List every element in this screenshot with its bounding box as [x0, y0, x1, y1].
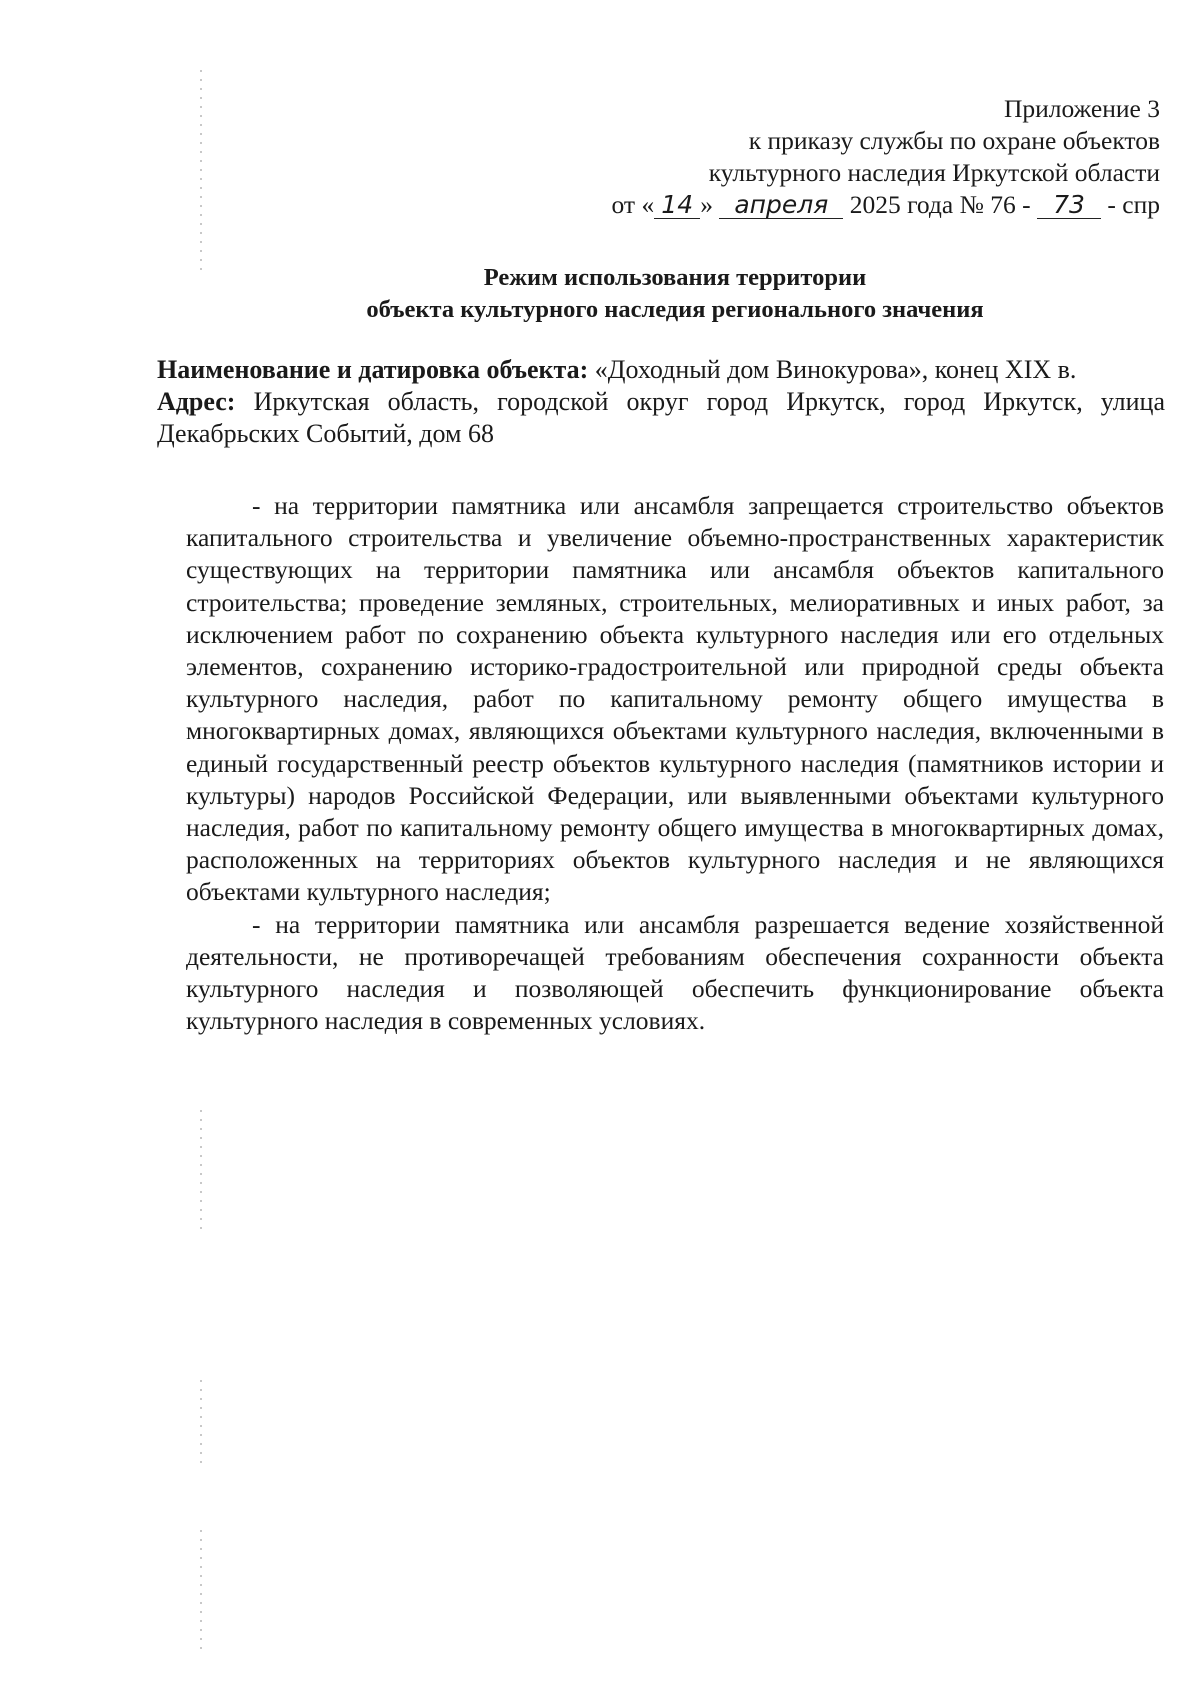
scan-artifact	[200, 70, 202, 270]
document-title	[0, 262, 1200, 326]
object-address-label: Адрес:	[157, 387, 236, 416]
handwritten-month: апреля	[719, 192, 843, 219]
handwritten-day: 14	[654, 192, 700, 219]
object-name-row	[157, 354, 1165, 386]
date-prefix: от «	[611, 190, 655, 219]
order-suffix: - спр	[1107, 190, 1160, 219]
date-quote-close: »	[700, 190, 713, 219]
appendix-header	[612, 93, 1160, 221]
appendix-number: Приложение 3	[1004, 94, 1160, 123]
appendix-date-line	[612, 189, 1160, 221]
regime-paragraph-permitted: - на территории памятника или ансамбля разрешается ведение хозяйственной деятельности, не противоречащей требованиям обеспечения сохранности объекта культурного наследия и позволяющей обеспечить функционирование объекта культурного наследия в современных условиях.	[186, 909, 1164, 1036]
handwritten-order-number: 73	[1037, 192, 1101, 219]
scan-artifact	[200, 1530, 202, 1650]
regime-paragraph-prohibited: - на территории памятника или ансамбля запрещается строительство объектов капитального строительства и увеличение объемно-пространственных характеристик существующих на территории памятника или ансамбля объектов капитального строительства; проведение земляных, строительных, мелиоративных и иных работ, за исключением работ по сохранению объекта культурного наследия или его отдельных элементов, сохранению историко-градостроительной или природной среды объекта культурного наследия, работ по капитальному ремонту общего имущества в многоквартирных домах, являющихся объектами культурного наследия, включенными в единый государственный реестр объектов культурного наследия (памятников истории и культуры) народов Российской Федерации, или выявленными объектами культурного наследия, работ по капитальному ремонту общего имущества в многоквартирных домах, расположенных на территориях объектов культурного наследия и не являющихся объектами культурного наследия;	[186, 491, 1164, 907]
title-line-2: объекта культурного наследия регионального значения	[366, 296, 984, 323]
object-address-value: Иркутская область, городской округ город Иркутск, город Иркутск, улица Декабрьских Событий, дом 68	[157, 387, 1166, 448]
object-address-row	[157, 386, 1165, 450]
scan-artifact	[200, 1380, 202, 1470]
object-name-label: Наименование и датировка объекта:	[157, 355, 589, 384]
appendix-order-ref: к приказу службы по охране объектов	[748, 126, 1160, 155]
scan-artifact	[200, 1110, 202, 1230]
regime-body	[186, 490, 1164, 1037]
object-name-value: «Доходный дом Винокурова», конец XIX в.	[594, 355, 1077, 384]
appendix-authority: культурного наследия Иркутской области	[708, 158, 1160, 187]
object-info	[157, 354, 1165, 450]
title-line-1: Режим использования территории	[483, 264, 867, 291]
date-year: 2025 года № 76 -	[849, 190, 1031, 219]
